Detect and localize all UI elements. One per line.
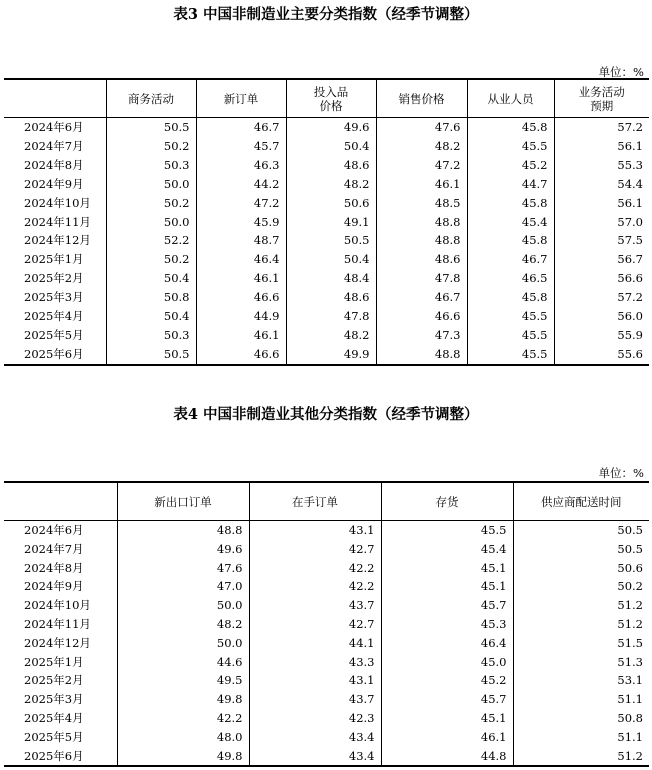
table3-cell: 50.0 [106,175,196,194]
table3-cell: 50.4 [106,269,196,288]
table3-cell: 48.4 [286,269,376,288]
table3-cell: 56.6 [554,269,649,288]
table3-cell: 50.5 [106,118,196,137]
table3-cell: 47.8 [376,269,467,288]
table4-row [4,653,649,672]
table3-cell: 50.0 [106,213,196,232]
table4-cell: 51.1 [513,728,649,747]
table4-row-label: 2025年1月 [24,654,84,669]
table3-cell: 46.4 [196,250,286,269]
table4-cell: 49.6 [117,540,249,559]
table3-cell: 47.2 [196,194,286,213]
table4-row-label: 2024年12月 [24,635,91,650]
table3-row [4,307,649,326]
table3-row [4,326,649,345]
table3-cell: 50.4 [286,137,376,156]
table3-cell: 47.3 [376,326,467,345]
table3-cell: 57.0 [554,213,649,232]
table4-cell: 50.0 [117,596,249,615]
table3-cell: 46.1 [376,175,467,194]
table3-cell: 45.7 [196,137,286,156]
table4-cell: 49.5 [117,671,249,690]
table4-cell: 42.7 [249,615,381,634]
table4-row-label: 2024年8月 [24,560,84,575]
table3-cell: 45.8 [467,288,554,307]
table4-cell: 51.5 [513,634,649,653]
table3-column-header: 业务活动 预期 [554,79,649,118]
table4-cell: 47.6 [117,559,249,578]
table3-cell: 50.8 [106,288,196,307]
table3-cell: 48.2 [376,137,467,156]
table3-cell: 48.6 [376,250,467,269]
table4-cell: 42.7 [249,540,381,559]
table3-unit: 单位：% [598,65,644,79]
table3-cell: 57.2 [554,288,649,307]
table3-column-header: 新订单 [196,79,286,118]
table3-column-header: 投入品 价格 [286,79,376,118]
table3-cell: 56.1 [554,194,649,213]
table3-cell: 48.8 [376,345,467,365]
table3-cell: 50.6 [286,194,376,213]
table3-cell: 57.2 [554,118,649,137]
table4-column-header [4,482,117,521]
table4-row-label: 2024年7月 [24,541,84,556]
table4-row-label: 2025年6月 [4,747,117,767]
table3-cell: 45.8 [467,231,554,250]
table4-row [4,690,649,709]
table4-row-label: 2025年2月 [24,673,84,688]
table3-cell: 46.7 [196,118,286,137]
table4-row-label: 2025年5月 [24,729,84,744]
table3-row [4,118,649,137]
table4-cell: 44.1 [249,634,381,653]
table4-cell: 45.1 [381,577,513,596]
table4-row-label: 2024年9月 [24,579,84,594]
table3-row-label: 2025年4月 [24,309,84,324]
table4-unit: 单位：% [598,466,644,480]
table4-cell: 42.3 [249,709,381,728]
table4-row-label: 2024年6月 [24,523,84,537]
table3-cell: 54.4 [554,175,649,194]
table4-cell: 50.6 [513,559,649,578]
table4-cell: 46.1 [381,728,513,747]
table4-row [4,709,649,728]
table4-cell: 53.1 [513,671,649,690]
table3-row-label: 2025年1月 [24,252,84,267]
table3-cell: 47.2 [376,156,467,175]
table3 [4,78,649,366]
table3-row [4,288,649,307]
table4-cell: 45.1 [381,709,513,728]
table4-cell: 45.7 [381,596,513,615]
table3-row-label: 2024年10月 [24,195,91,210]
table4-cell: 48.0 [117,728,249,747]
table4 [4,481,649,767]
table3-cell: 48.7 [196,231,286,250]
table4-cell: 50.5 [513,521,649,540]
table4-cell: 43.7 [249,690,381,709]
table4-cell: 51.2 [513,747,649,767]
table4-cell: 43.3 [249,653,381,672]
table3-cell: 50.2 [106,250,196,269]
table4-row [4,559,649,578]
table3-row [4,250,649,269]
table3-row [4,137,649,156]
table3-cell: 46.7 [467,250,554,269]
table3-cell: 45.9 [196,213,286,232]
table4-cell: 51.2 [513,615,649,634]
table3-title: 表3 中国非制造业主要分类指数（经季节调整） [173,6,479,23]
table4-cell: 50.5 [513,540,649,559]
table3-column-header: 销售价格 [376,79,467,118]
table4-cell: 43.1 [249,671,381,690]
table4-cell: 45.7 [381,690,513,709]
table3-cell: 47.8 [286,307,376,326]
table3-cell: 49.1 [286,213,376,232]
table3-cell: 44.2 [196,175,286,194]
table4-row-label: 2024年10月 [24,598,91,613]
table4-cell: 51.1 [513,690,649,709]
table3-row [4,269,649,288]
table3-cell: 56.0 [554,307,649,326]
table4-column-header: 供应商配送时间 [513,482,649,521]
table3-header-row [4,79,649,118]
table3-cell: 56.1 [554,137,649,156]
table4-cell: 48.2 [117,615,249,634]
table4-row-label: 2025年3月 [24,692,84,707]
table3-row [4,345,649,365]
table3-cell: 48.6 [286,288,376,307]
table3-cell: 44.9 [196,307,286,326]
table3-cell: 50.5 [106,345,196,365]
table4-cell: 51.2 [513,596,649,615]
table4-row [4,747,649,767]
table3-cell: 50.3 [106,326,196,345]
table3-cell: 48.2 [286,326,376,345]
table3-cell: 49.6 [286,118,376,137]
table3-row-label: 2025年3月 [24,290,84,305]
table3-cell: 48.8 [376,231,467,250]
table3-cell: 47.6 [376,118,467,137]
table3-cell: 55.9 [554,326,649,345]
table4-column-header: 存货 [381,482,513,521]
table3-row-label: 2025年5月 [24,327,84,342]
table3-cell: 45.8 [467,194,554,213]
table3-cell: 49.9 [286,345,376,365]
table3-cell: 44.7 [467,175,554,194]
table3-cell: 46.6 [376,307,467,326]
table4-row-label: 2024年11月 [24,616,91,631]
table4-cell: 48.8 [117,521,249,540]
table4-cell: 45.5 [381,521,513,540]
table4-cell: 42.2 [249,559,381,578]
table3-cell: 45.5 [467,137,554,156]
table3-cell: 50.2 [106,137,196,156]
table3-cell: 52.2 [106,231,196,250]
table4-column-header: 新出口订单 [117,482,249,521]
table3-row-label: 2024年12月 [24,233,91,248]
table4-cell: 44.8 [381,747,513,767]
table3-cell: 50.3 [106,156,196,175]
table3-cell: 45.8 [467,118,554,137]
table3-column-header [4,79,106,118]
table4-row [4,540,649,559]
table4-cell: 47.0 [117,577,249,596]
table4-cell: 45.1 [381,559,513,578]
table3-cell: 46.6 [196,345,286,365]
table4-cell: 50.8 [513,709,649,728]
table4-row [4,596,649,615]
table3-cell: 50.4 [106,307,196,326]
table4-row [4,577,649,596]
table4-cell: 42.2 [117,709,249,728]
table3-cell: 46.1 [196,326,286,345]
table4-cell: 42.2 [249,577,381,596]
table4-cell: 45.0 [381,653,513,672]
table3-row-label: 2024年6月 [24,120,84,134]
table4-cell: 49.8 [117,690,249,709]
table4-cell: 43.7 [249,596,381,615]
table4-cell: 45.2 [381,671,513,690]
table3-cell: 45.4 [467,213,554,232]
table3-row-label: 2024年8月 [24,157,84,172]
table4-title: 表4 中国非制造业其他分类指数（经季节调整） [173,406,479,423]
table3-row [4,156,649,175]
table3-cell: 45.5 [467,345,554,365]
table4-cell: 51.3 [513,653,649,672]
table4-cell: 46.4 [381,634,513,653]
table3-cell: 50.4 [286,250,376,269]
table4-row [4,728,649,747]
table4-column-header: 在手订单 [249,482,381,521]
table3-cell: 46.1 [196,269,286,288]
table4-cell: 50.0 [117,634,249,653]
table3-cell: 46.3 [196,156,286,175]
table3-row [4,231,649,250]
table4-cell: 45.3 [381,615,513,634]
table3-cell: 55.3 [554,156,649,175]
table3-cell: 48.5 [376,194,467,213]
table3-row-label: 2024年11月 [24,214,91,229]
table4-cell: 44.6 [117,653,249,672]
table3-cell: 45.5 [467,326,554,345]
table3-cell: 46.5 [467,269,554,288]
table4-cell: 45.4 [381,540,513,559]
table3-row [4,213,649,232]
table3-cell: 48.8 [376,213,467,232]
table3-column-header: 商务活动 [106,79,196,118]
table4-cell: 43.1 [249,521,381,540]
table4-row [4,671,649,690]
table3-cell: 45.2 [467,156,554,175]
table4-cell: 50.2 [513,577,649,596]
table3-cell: 48.2 [286,175,376,194]
table3-cell: 50.2 [106,194,196,213]
table3-column-header: 从业人员 [467,79,554,118]
table4-row [4,521,649,540]
table4-cell: 43.4 [249,728,381,747]
table3-cell: 45.5 [467,307,554,326]
table4-header-row [4,482,649,521]
table3-cell: 50.5 [286,231,376,250]
table3-row [4,175,649,194]
table3-row-label: 2024年9月 [24,176,84,191]
table4-cell: 49.8 [117,747,249,767]
table3-cell: 46.7 [376,288,467,307]
table4-cell: 43.4 [249,747,381,767]
table3-row-label: 2025年6月 [4,345,106,365]
table4-row [4,634,649,653]
table3-cell: 55.6 [554,345,649,365]
table4-row-label: 2025年4月 [24,710,84,725]
table4-row [4,615,649,634]
table3-cell: 46.6 [196,288,286,307]
table3-cell: 48.6 [286,156,376,175]
table3-cell: 57.5 [554,231,649,250]
table3-cell: 56.7 [554,250,649,269]
table3-row [4,194,649,213]
table3-row-label: 2024年7月 [24,138,84,153]
table3-row-label: 2025年2月 [24,271,84,286]
